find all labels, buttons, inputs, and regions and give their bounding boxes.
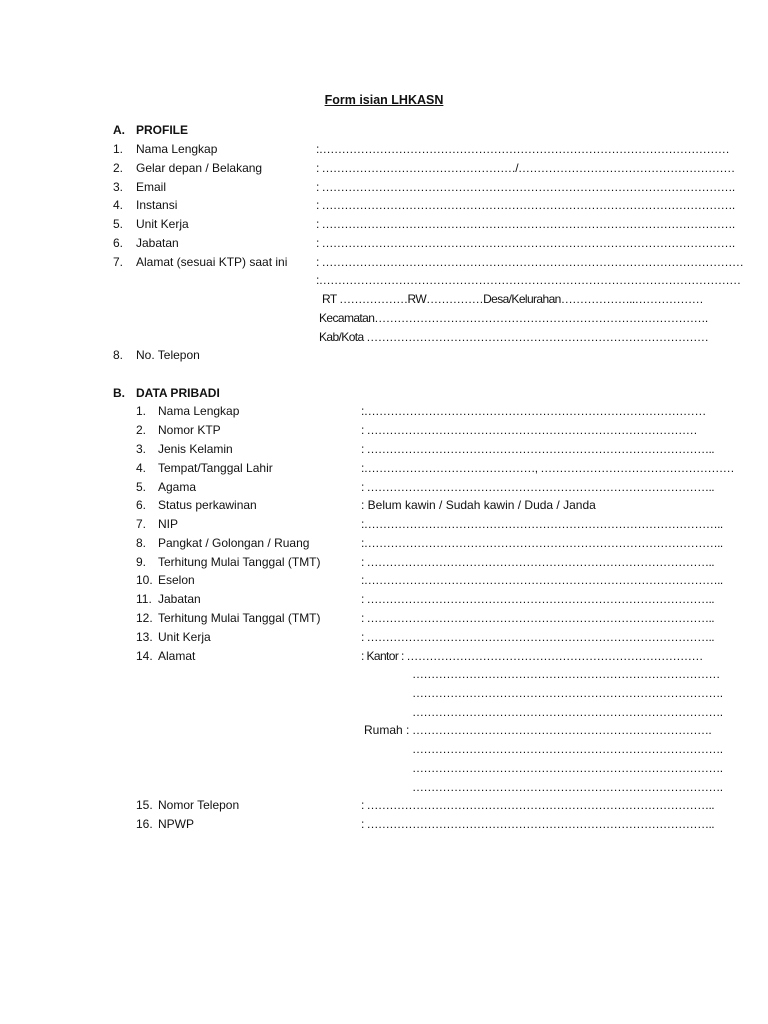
form-title: Form isian LHKASN	[324, 93, 444, 107]
personal-item-field[interactable]: : ……………………………………………………………………………	[361, 423, 698, 437]
personal-item-number: 6.	[136, 498, 147, 512]
personal-item-number: 2.	[136, 423, 147, 437]
personal-item-number: 12.	[136, 611, 153, 625]
personal-item-field[interactable]: :…………………………………………………………………………………..	[361, 536, 723, 550]
personal-item-label: Unit Kerja	[158, 630, 211, 644]
personal-item-field[interactable]: : ………………………………………………………………………………..	[361, 798, 714, 812]
personal-item-label: Nomor Telepon	[158, 798, 240, 812]
home-address-label: Rumah :	[364, 723, 410, 737]
office-address-line[interactable]: ……………………………………………………………………….	[412, 686, 723, 700]
personal-item-number: 8.	[136, 536, 147, 550]
home-address-line[interactable]: ……………………………………………………………………….	[412, 780, 723, 794]
personal-item-label: Pangkat / Golongan / Ruang	[158, 536, 310, 550]
home-address-line[interactable]: ……………………………………………………………………….	[412, 761, 723, 775]
personal-item-label: Eselon	[158, 573, 195, 587]
section-b-letter: B.	[113, 386, 125, 400]
personal-item-field[interactable]: : ………………………………………………………………………………..	[361, 630, 714, 644]
personal-item-number: 13.	[136, 630, 153, 644]
profile-item-number: 6.	[113, 236, 124, 250]
personal-item-field[interactable]: : ………………………………………………………………………………..	[361, 480, 714, 494]
profile-item-number: 8.	[113, 348, 124, 362]
address-rt-rw-field[interactable]: RT ………………RW……………Desa/Kelurahan………………..………………	[322, 292, 703, 306]
profile-item-label: Gelar depan / Belakang	[136, 161, 263, 175]
personal-item-field[interactable]: :………………………………………………………………………………	[361, 404, 706, 418]
office-address-line[interactable]: ……………………………………………………………………….	[412, 705, 723, 719]
address-kabkota-field[interactable]: Kab/Kota ………………………………………………………………………………	[319, 330, 709, 344]
profile-item-number: 1.	[113, 142, 124, 156]
profile-item-label: Unit Kerja	[136, 217, 189, 231]
personal-item-number: 3.	[136, 442, 147, 456]
personal-item-field[interactable]: : ………………………………………………………………………………..	[361, 611, 714, 625]
personal-item-field[interactable]: :…………………………………………………………………………………..	[361, 573, 723, 587]
personal-item-label: NPWP	[158, 817, 194, 831]
personal-item-number: 5.	[136, 480, 147, 494]
address-line-field[interactable]: : …………………………………………………………………………………………………	[316, 255, 744, 269]
section-b-heading: DATA PRIBADI	[136, 386, 220, 400]
personal-item-label: Alamat	[158, 649, 196, 663]
profile-item-field[interactable]: : ……………………………………………………………………………………………….	[316, 180, 735, 194]
profile-item-number: 2.	[113, 161, 124, 175]
personal-item-field[interactable]: : ………………………………………………………………………………..	[361, 442, 714, 456]
personal-item-field[interactable]: :………………………………………, ……………………………………………	[361, 461, 735, 475]
personal-item-label: NIP	[158, 517, 179, 531]
profile-item-label: Email	[136, 180, 167, 194]
section-a-letter: A.	[113, 123, 125, 137]
profile-item-number: 5.	[113, 217, 124, 231]
profile-item-label: Jabatan	[136, 236, 179, 250]
address-line-field[interactable]: :…………………………………………………………………………………………………	[316, 273, 741, 287]
personal-item-label: Agama	[158, 480, 197, 494]
profile-item-field[interactable]: : ……………………………………………………………………………………………….	[316, 217, 735, 231]
personal-item-number: 15.	[136, 798, 153, 812]
personal-item-label: Tempat/Tanggal Lahir	[158, 461, 273, 475]
office-address-line[interactable]: ………………………………………………………………………	[412, 667, 720, 681]
profile-item-field[interactable]: : ……………………………………………………………………………………………….	[316, 236, 735, 250]
personal-item-number: 16.	[136, 817, 153, 831]
personal-item-number: 10.	[136, 573, 153, 587]
personal-item-number: 11.	[136, 592, 152, 606]
personal-item-number: 4.	[136, 461, 147, 475]
profile-item-label: Alamat (sesuai KTP) saat ini	[136, 255, 288, 269]
profile-item-field[interactable]: : ……………………………………………………………………………………………….	[316, 198, 735, 212]
section-a-heading: PROFILE	[136, 123, 189, 137]
home-address-line[interactable]: ……………………………………………………………………….	[412, 742, 723, 756]
personal-item-label: Nomor KTP	[158, 423, 221, 437]
personal-item-field[interactable]: :…………………………………………………………………………………..	[361, 517, 723, 531]
personal-item-label: Jenis Kelamin	[158, 442, 233, 456]
office-address-field[interactable]: : Kantor : ……………………………………………………………………	[361, 649, 703, 663]
personal-item-number: 14.	[136, 649, 153, 663]
personal-item-label: Status perkawinan	[158, 498, 257, 512]
personal-item-label: Terhitung Mulai Tanggal (TMT)	[158, 555, 321, 569]
personal-item-field[interactable]: : ………………………………………………………………………………..	[361, 592, 714, 606]
profile-item-field[interactable]: :………………………………………………………………………………………………	[316, 142, 730, 156]
profile-item-number: 3.	[113, 180, 124, 194]
profile-item-label: Nama Lengkap	[136, 142, 218, 156]
personal-item-number: 7.	[136, 517, 147, 531]
profile-item-number: 7.	[113, 255, 124, 269]
personal-item-label: Terhitung Mulai Tanggal (TMT)	[158, 611, 321, 625]
personal-item-field[interactable]: : ………………………………………………………………………………..	[361, 817, 714, 831]
address-kecamatan-field[interactable]: Kecamatan…………………………………………………………………………….	[319, 311, 708, 325]
profile-item-label: Instansi	[136, 198, 178, 212]
personal-item-number: 1.	[136, 404, 147, 418]
personal-item-number: 9.	[136, 555, 147, 569]
personal-item-label: Nama Lengkap	[158, 404, 240, 418]
home-address-field[interactable]: …………………………………………………………………….	[412, 723, 712, 737]
profile-item-number: 4.	[113, 198, 124, 212]
personal-item-label: Jabatan	[158, 592, 201, 606]
marital-status-options[interactable]: : Belum kawin / Sudah kawin / Duda / Janda	[361, 498, 596, 512]
personal-item-field[interactable]: : ………………………………………………………………………………..	[361, 555, 714, 569]
profile-item-field[interactable]: : ……………………………………………/…………………………………………………	[316, 161, 735, 175]
profile-item-label: No. Telepon	[136, 348, 200, 362]
